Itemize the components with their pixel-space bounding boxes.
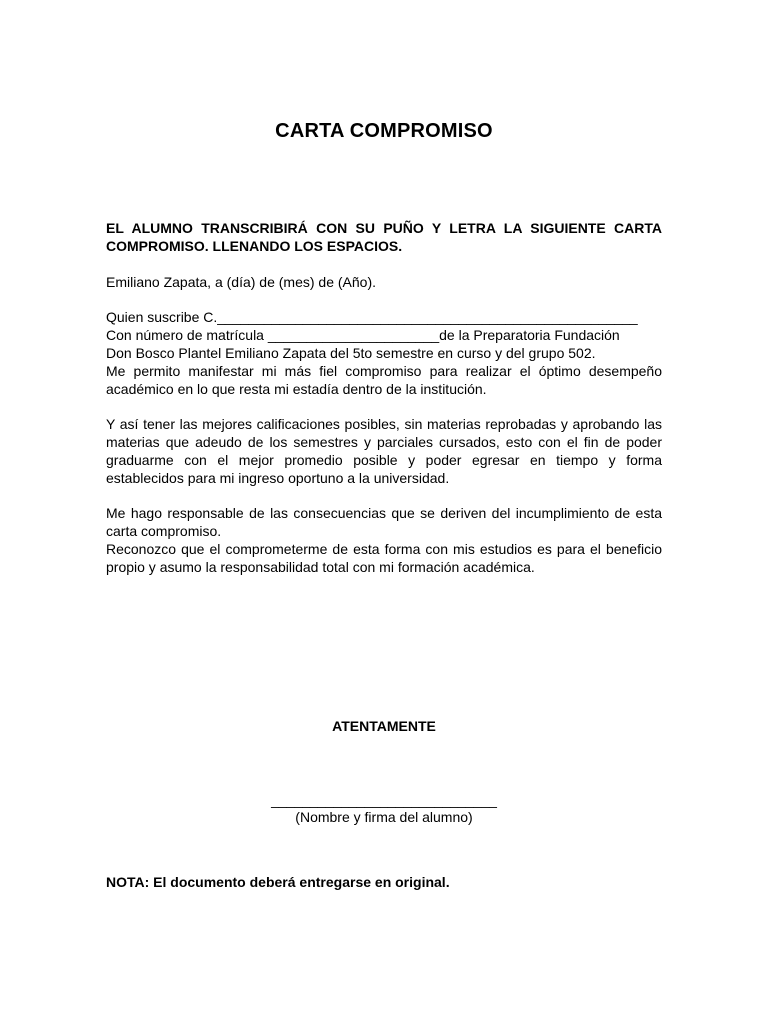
closing-text: ATENTAMENTE	[332, 718, 436, 734]
responsibility-text: Me hago responsable de las consecuencias que se deriven del incumplimiento de esta carta compromiso.	[106, 505, 662, 539]
subscriber-line: Quien suscribe C.______________________________________________________	[106, 309, 638, 325]
date-line: Emiliano Zapata, a (día) de (mes) de (Año).	[106, 274, 377, 290]
acknowledgement-text: Reconozco que el comprometerme de esta forma con mis estudios es para el beneficio propio y asumo la responsabilidad total con mi formación académica.	[106, 541, 662, 575]
enrollment-line: Con número de matrícula ______________________de la Preparatoria Fundación	[106, 327, 620, 343]
note-text: NOTA: El documento deberá entregarse en original.	[106, 874, 450, 890]
page-title: CARTA COMPROMISO	[275, 120, 493, 142]
paragraph-goals: Y así tener las mejores calificaciones posibles, sin materias reprobadas y aprobando las materias que adeudo de los semestres y parciales cursados, esto con el fin de poder graduarme con el mejor promedio posible y poder egresar en tiempo y forma establecidos para mi ingreso oportuno a la universidad.	[106, 416, 662, 486]
signature-label: (Nombre y firma del alumno)	[295, 809, 473, 825]
paragraph-identification	[106, 308, 662, 398]
campus-line: Don Bosco Plantel Emiliano Zapata del 5to semestre en curso y del grupo 502.	[106, 345, 596, 361]
commitment-line: Me permito manifestar mi más fiel compromiso para realizar el óptimo desempeño académico en lo que resta mi estadía dentro de la institución.	[106, 363, 662, 397]
paragraph-responsibility	[106, 504, 662, 576]
instruction-text: EL ALUMNO TRANSCRIBIRÁ CON SU PUÑO Y LETRA LA SIGUIENTE CARTA COMPROMISO. LLENANDO LOS ESPACIOS.	[106, 220, 662, 254]
signature-line: _____________________________	[271, 792, 497, 808]
